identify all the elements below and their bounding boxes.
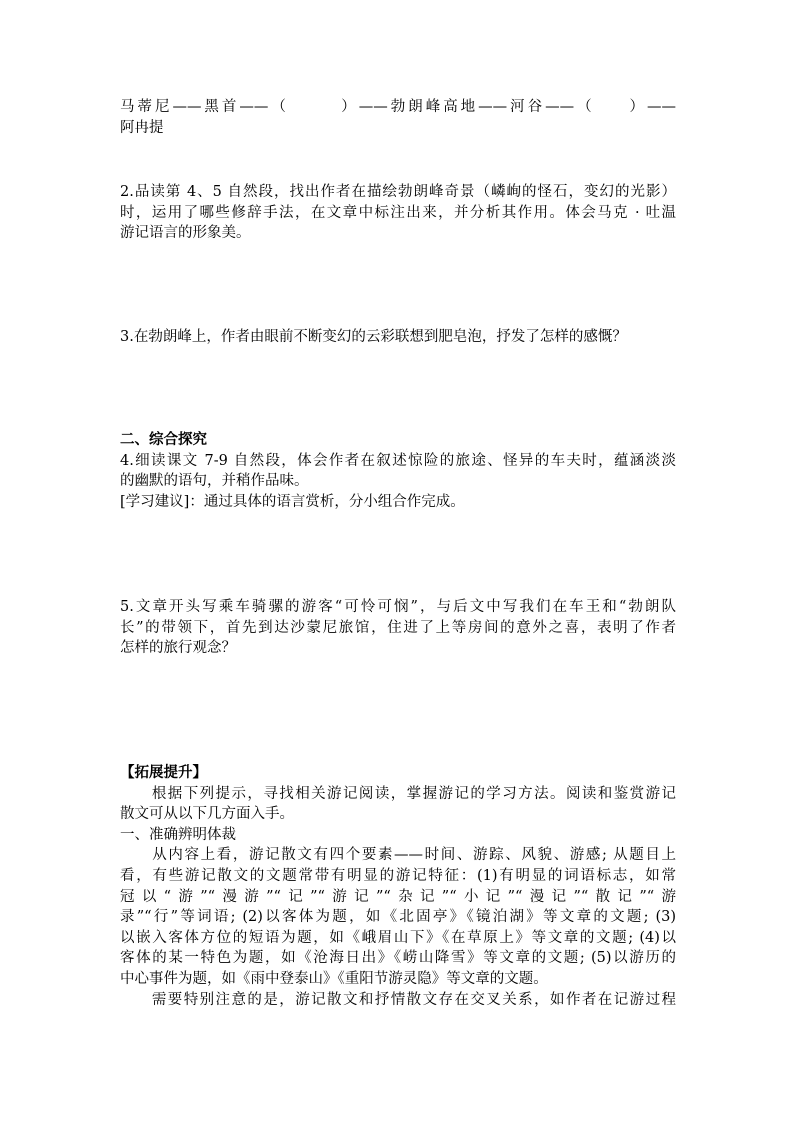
question-5-line-1: 5.文章开头写乘车骑骡的游客“可怜可悯”，与后文中写我们在车王和“勃朗队: [120, 599, 676, 615]
extension-intro-line-2: 散文可从以下几方面入手。: [120, 806, 294, 823]
paragraph-1-line-5: 以嵌入客体方位的短语为题，如《峨眉山下》《在草原上》等文章的文题; (4)以: [120, 929, 676, 946]
question-4-line-1: 4.细读课文 7-9 自然段，体会作者在叙述惊险的旅途、怪异的车夫时，蕴涵淡淡: [120, 452, 676, 469]
question-5-line-2: 长”的带领下，首先到达沙蒙尼旅馆，住进了上等房间的意外之喜，表明了作者: [120, 619, 676, 636]
extension-section: [120, 763, 676, 1010]
question-2: [120, 182, 676, 244]
section-2-block: [120, 430, 676, 512]
question-2-line-1: 2.品读第 4、5 自然段，找出作者在描绘勃朗峰奇景（嶙峋的怪石，变幻的光影）: [120, 184, 676, 200]
extension-subheading-1: 一、准确辨明体裁: [120, 826, 236, 843]
paragraph-1-line-2: 看，有些游记散文的文题常带有明显的游记特征：(1)有明显的词语标志，如常: [120, 867, 676, 884]
section-2-title: 二、综合探究: [120, 431, 207, 448]
route-line-2: 阿冉提: [120, 119, 164, 136]
route-line-1: 马蒂尼——黑首——（ ）——勃朗峰高地——河谷——（ ）——: [120, 99, 676, 115]
question-3: [120, 327, 676, 348]
extension-title: 【拓展提升】: [120, 764, 207, 781]
question-2-line-2: 时，运用了哪些修辞手法，在文章中标注出来，并分析其作用。体会马克 · 吐温: [120, 204, 676, 221]
paragraph-1-line-4: 录”“行”等词语; (2)以客体为题，如《北固亭》《镜泊湖》等文章的文题; (3): [120, 909, 676, 926]
question-2-line-3: 游记语言的形象美。: [120, 225, 251, 242]
question-3-line-1: 3.在勃朗峰上，作者由眼前不断变幻的云彩联想到肥皂泡，抒发了怎样的感慨？: [120, 329, 627, 345]
paragraph-1-line-1: 从内容上看，游记散文有四个要素——时间、游踪、风貌、游感; 从题目上: [120, 847, 676, 864]
paragraph-2-line-1: 需要特别注意的是，游记散文和抒情散文存在交叉关系，如作者在记游过程: [120, 991, 676, 1008]
extension-intro-line-1: 根据下列提示，寻找相关游记阅读，掌握游记的学习方法。阅读和鉴赏游记: [120, 785, 676, 802]
question-4-line-2: 的幽默的语句，并稍作品味。: [120, 473, 309, 490]
paragraph-1-line-6: 客体的某一特色为题，如《沧海日出》《崂山降雪》等文章的文题; (5)以游历的: [120, 950, 676, 967]
study-suggestion: [学习建议]：通过具体的语言赏析，分小组合作完成。: [120, 493, 465, 510]
paragraph-1-line-3: 冠以“游”“漫游”“记”“游记”“杂记”“小记”“漫记”“散记”“游: [120, 888, 676, 905]
route-fill-in-blank: [120, 97, 676, 138]
paragraph-1-line-7: 中心事件为题，如《雨中登泰山》《重阳节游灵隐》等文章的文题。: [120, 970, 548, 987]
question-5: [120, 597, 676, 659]
question-5-line-3: 怎样的旅行观念？: [120, 640, 236, 657]
